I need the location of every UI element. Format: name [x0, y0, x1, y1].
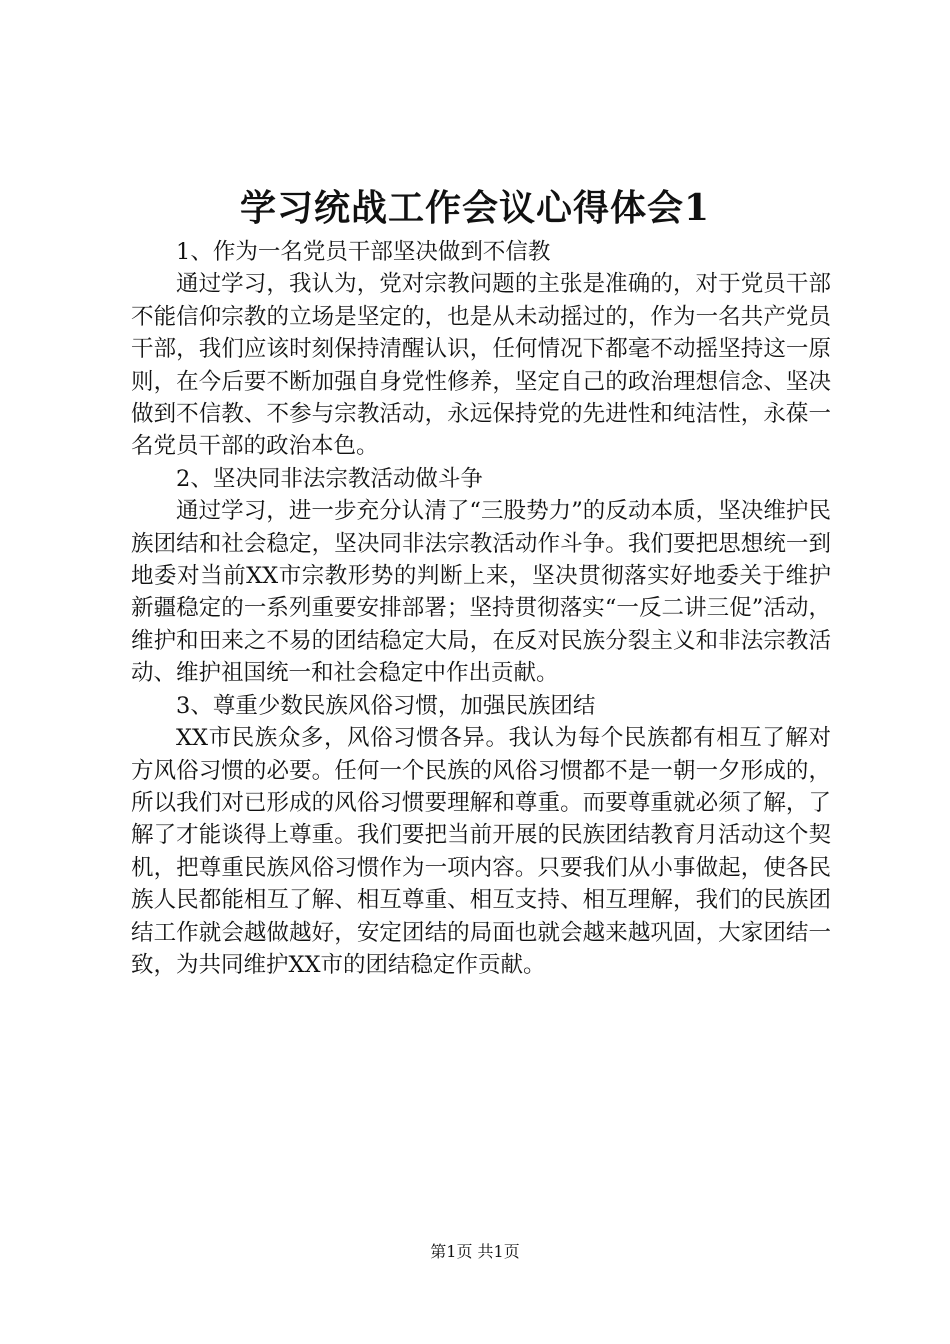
body-paragraph-3: XX市民族众多，风俗习惯各异。我认为每个民族都有相互了解对方风俗习惯的必要。任何一个民族的风俗习惯都不是一朝一夕形成的，所以我们对已形成的风俗习惯要理解和尊重。而要尊重就必须了解，了解了才能谈得上尊重。我们要把当前开展的民族团结教育月活动这个契机，把尊重民族风俗习惯作为一项内容。只要我们从小事做起，使各民族人民都能相互了解、相互尊重、相互支持、相互理解，我们的民族团结工作就会越做越好，安定团结的局面也就会越来越巩固，大家团结一致，为共同维护XX市的团结稳定作贡献。 [131, 725, 831, 978]
body-paragraph-1: 通过学习，我认为，党对宗教问题的主张是准确的，对于党员干部不能信仰宗教的立场是坚定的，也是从未动摇过的，作为一名共产党员干部，我们应该时刻保持清醒认识，任何情况下都毫不动摇坚持这一原则，在今后要不断加强自身党性修养，坚定自己的政治理想信念、坚决做到不信教、不参与宗教活动，永远保持党的先进性和纯洁性，永葆一名党员干部的政治本色。 [131, 271, 831, 460]
page-number-footer: 第1页 共1页 [430, 1242, 520, 1261]
document-body [131, 236, 831, 981]
section-heading-3: 3、尊重少数民族风俗习惯，加强民族团结 [176, 692, 596, 719]
section-heading-2: 2、坚决同非法宗教活动做斗争 [176, 465, 483, 492]
section-heading-1: 1、作为一名党员干部坚决做到不信教 [176, 239, 551, 265]
body-paragraph-2: 通过学习，进一步充分认清了“三股势力”的反动本质，坚决维护民族团结和社会稳定，坚决同非法宗教活动作斗争。我们要把思想统一到地委对当前XX市宗教形势的判断上来，坚决贯彻落实好地委关于维护新疆稳定的一系列重要安排部署；坚持贯彻落实“一反二讲三促”活动，维护和田来之不易的团结稳定大局，在反对民族分裂主义和非法宗教活动、维护祖国统一和社会稳定中作出贡献。 [131, 498, 831, 687]
document-title: 学习统战工作会议心得体会1 [239, 187, 711, 229]
